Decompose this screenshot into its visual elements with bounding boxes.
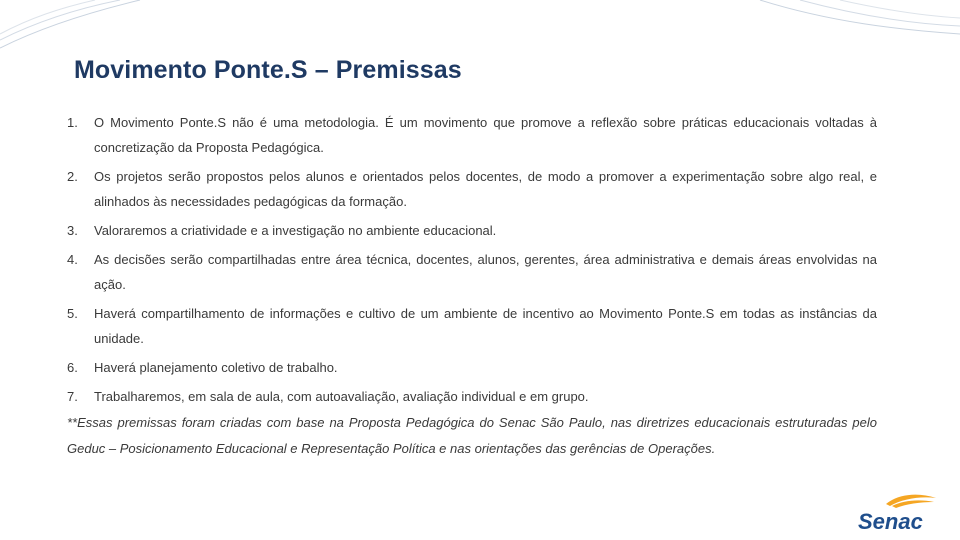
logo-swoosh-icon [886,495,936,506]
slide-title: Movimento Ponte.S – Premissas [74,56,462,84]
list-item-text: Haverá compartilhamento de informações e cultivo de um ambiente de incentivo ao Movimento Ponte.S em todas as instâncias da unidade. [94,306,877,346]
list-item-text: Os projetos serão propostos pelos alunos e orientados pelos docentes, de modo a promover a experimentação sobre algo real, e alinhados às necessidades pedagógicas da formação. [94,169,877,209]
senac-logo [856,492,944,532]
list-item-number: 4. [67,252,78,267]
list-item-number: 6. [67,360,78,375]
list-item-number: 1. [67,115,78,130]
list-item [67,247,877,297]
list-item-text: Valoraremos a criatividade e a investigação no ambiente educacional. [94,223,497,238]
footnote: **Essas premissas foram criadas com base na Proposta Pedagógica do Senac São Paulo, nas diretrizes educacionais estruturadas pelo Geduc – Posicionamento Educacional e Representação Política e nas orientações das gerências de Operações. [67,415,877,456]
list-item-text: O Movimento Ponte.S não é uma metodologia. É um movimento que promove a reflexão sobre práticas educacionais voltadas à concretização da Proposta Pedagógica. [94,115,877,155]
list-item-text: As decisões serão compartilhadas entre área técnica, docentes, alunos, gerentes, área administrativa e demais áreas envolvidas na ação. [94,252,877,292]
list-item [67,218,877,243]
list-item-number: 2. [67,169,78,184]
list-item [67,355,877,380]
svg-text:Senac: Senac [858,509,923,532]
list-item-number: 3. [67,223,78,238]
list-item [67,110,877,160]
list-item-text: Trabalharemos, em sala de aula, com autoavaliação, avaliação individual e em grupo. [94,389,589,404]
list-item [67,301,877,351]
list-item-number: 7. [67,389,78,404]
list-item [67,384,877,409]
premises-list [67,110,877,413]
list-item-text: Haverá planejamento coletivo de trabalho. [94,360,338,375]
list-item [67,164,877,214]
list-item-number: 5. [67,306,78,321]
